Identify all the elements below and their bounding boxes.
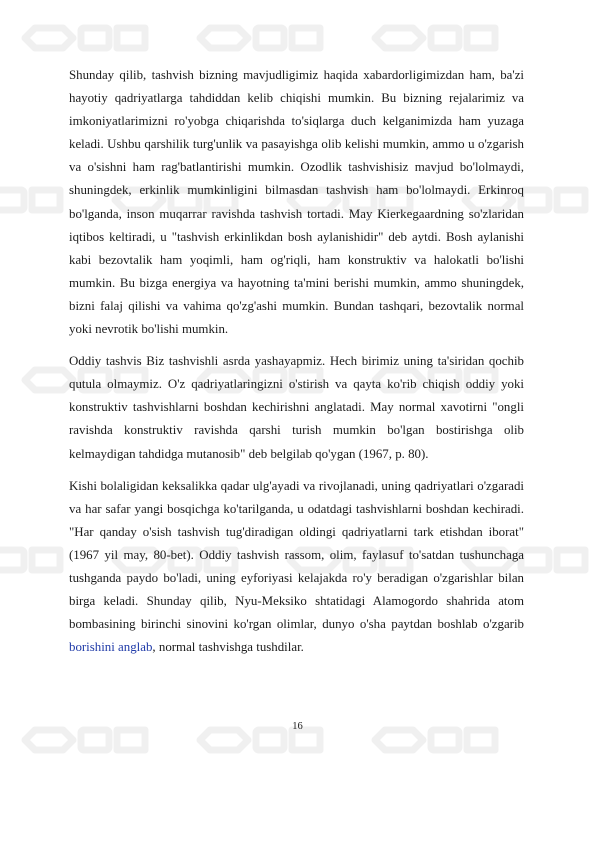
paragraph-tashvish-intro: Shunday qilib, tashvish bizning mavjudligimiz haqida xabardorligimizdan ham, ba'zi hayotiy qadriyatlarga tahdiddan kelib chiqishi mumkin. Bu bizning rejalarimiz va imkoniyatlarimizni ro'yobga chiqarishda to'siqlarga duch kelganimizda ham yuzaga keladi. Ushbu qarshilik turg'unlik va pasayishga olib kelishi mumkin, ammo u o'zgarish va o'sishni ham rag'batlantirishi mumkin. Ozodlik tashvishisiz mavjud bo'lolmaydi, shuningdek, erkinlik mumkinligini bilmasdan tashvish ham bo'lolmaydi. Erkinroq bo'lganda, inson muqarrar ravishda tashvish tortadi. May Kierkegaardning so'zlaridan iqtibos keltiradi, u "tashvish erkinlikdan bosh aylanishidir" deb aytdi. Bosh aylanishi kabi bezovtalik ham yoqimli, ham og'riqli, ham konstruktiv va halokatli bo'lishi mumkin. Bu bizga energiya va hayotning ta'mini berishi mumkin, ammo shuningdek, bizni falaj qilishi va vahima qo'zg'ashi mumkin. Bundan tashqari, bezovtalik normal yoki nevrotik bo'lishi mumkin. xyxy=(69,68,524,337)
inline-link[interactable]: borishini anglab xyxy=(69,640,153,655)
page-body xyxy=(69,64,524,668)
page-number: 16 xyxy=(292,721,303,732)
paragraph-qadriyatlar-tail: , normal tashvishga tushdilar. xyxy=(152,640,304,655)
paragraph-qadriyatlar xyxy=(69,475,524,660)
paragraph-oddiy-tashvish: Oddiy tashvis Biz tashvishli asrda yashayapmiz. Hech birimiz uning ta'siridan qochib qutula olmaymiz. O'z qadriyatlaringizni o'stirish va qayta ko'rib chiqish oddiy yoki konstruktiv tashvishlarni boshdan kechirishni anglatadi. May normal xavotirni "ongli ravishda konstruktiv ravishda qarshi turish mumkin bo'lgan bostirishga olib kelmaydigan tahdidga mutanosib" deb belgilab qo'ygan (1967, p. 80). xyxy=(69,354,524,461)
paragraph-qadriyatlar-text: Kishi bolaligidan keksalikka qadar ulg'ayadi va rivojlanadi, uning qadriyatlari o'zgaradi va har safar yangi bosqichga ko'tarilganda, u odatdagi tashvishlarni boshdan kechiradi. "Har qanday o'sish tashvish tug'diradigan oldingi qadriyatlarni tark etishdan iborat" (1967 yil may, 80-bet). Oddiy tashvish rassom, olim, faylasuf to'satdan tushunchaga tushganda paydo bo'ladi, uning eyforiyasi kelajakda ro'y beradigan o'zgarishlar bilan birga keladi. Shunday qilib, Nyu-Meksiko shtatidagi Alamogordo shahrida atom bombasining birinchi sinovini ko'rgan olimlar, dunyo o'sha paytdan boshlab o'zgarib xyxy=(69,478,524,632)
